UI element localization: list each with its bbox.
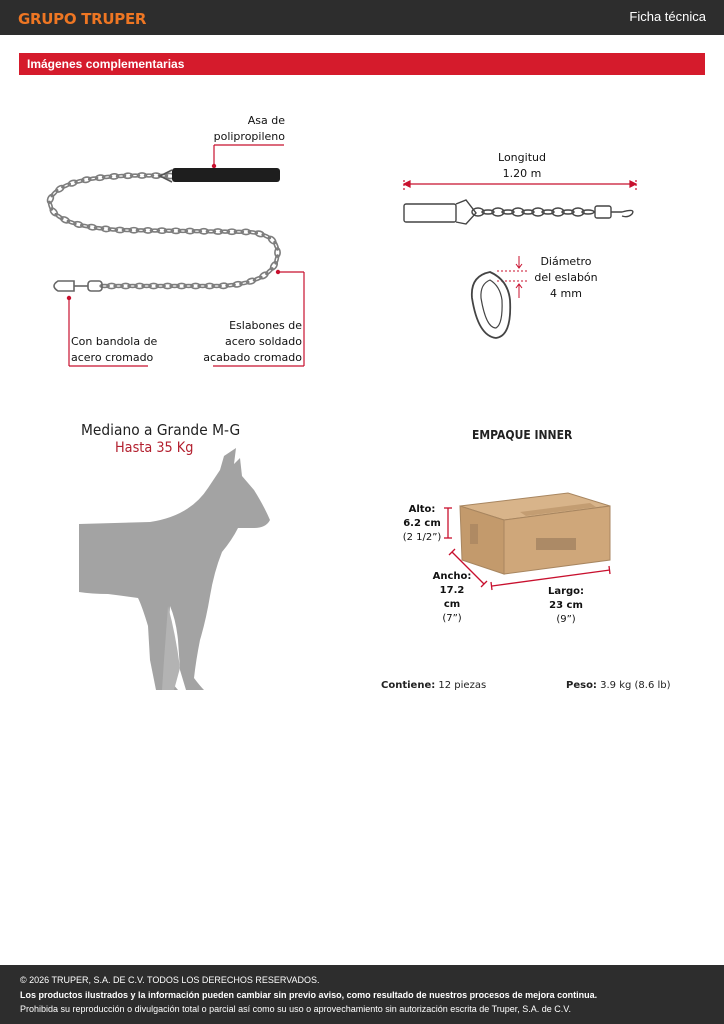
section-title: Imágenes complementarias (27, 57, 185, 71)
height-imperial: (2 1/2”) (402, 532, 442, 543)
footer-notice: Los productos ilustrados y la información pueden cambiar sin previo aviso, como resultado de nuestros procesos de mejora continua. (20, 990, 598, 1000)
height-metric: 6.2 cm (403, 518, 441, 529)
length-dimension (544, 585, 588, 627)
width-imperial: (7”) (442, 613, 462, 624)
links-callout-line3: acabado cromado (203, 351, 302, 364)
length-pkg-metric: 23 cm (549, 600, 583, 611)
diameter-label-line3: 4 mm (550, 287, 582, 300)
footer-prohibition: Prohibida su reproducción o divulgación total o parcial así como su uso o aprovechamiento sin autorización escrita de Truper, S.A. de C.V. (20, 1004, 571, 1014)
length-pkg-imperial: (9”) (556, 614, 576, 625)
links-callout-line1: Eslabones de (229, 319, 302, 332)
contents-label: Contiene: (381, 680, 436, 691)
footer-copyright: © 2026 TRUPER, S.A. DE C.V. TODOS LOS DERECHOS RESERVADOS. (20, 975, 320, 985)
length-pkg-label: Largo: (547, 586, 585, 597)
footer (0, 965, 724, 1024)
clip-callout-line1: Con bandola de (71, 335, 158, 348)
document-type: Ficha técnica (629, 9, 706, 24)
diameter-label-line1: Diámetro (540, 255, 592, 268)
height-label: Alto: (408, 504, 436, 515)
brand-logo: GRUPO TRUPER (18, 10, 147, 28)
weight-value: 3.9 kg (8.6 lb) (600, 680, 671, 691)
size-weight: Hasta 35 Kg (115, 440, 194, 456)
length-label-line1: Longitud (498, 151, 546, 164)
width-dimension (430, 570, 474, 626)
width-label: Ancho: (432, 571, 472, 582)
weight-spec (566, 680, 671, 691)
weight-label: Peso: (566, 680, 597, 691)
handle-callout-line1: Asa de (247, 114, 285, 127)
length-label-line2: 1.20 m (502, 167, 542, 180)
package-title: EMPAQUE INNER (472, 428, 573, 442)
diameter-label-line2: del eslabón (534, 271, 598, 284)
links-callout-line2: acero soldado (224, 335, 302, 348)
contents-value: 12 piezas (438, 680, 487, 691)
clip-callout-line2: acero cromado (71, 351, 154, 364)
size-title: Mediano a Grande M-G (81, 421, 241, 439)
height-dimension (400, 503, 444, 545)
contents-spec (381, 680, 486, 691)
handle-callout-line2: polipropileno (213, 130, 285, 143)
width-metric: 17.2 cm (439, 585, 465, 610)
